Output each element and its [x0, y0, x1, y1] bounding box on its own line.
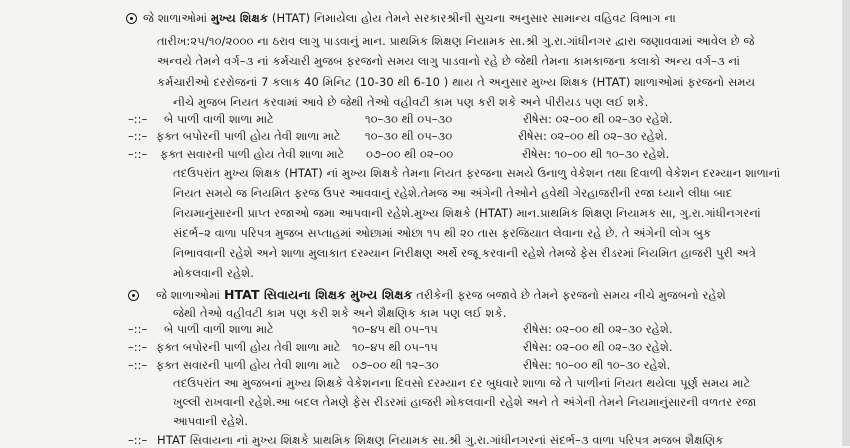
- row-recess: રીષેસ: ૧૦–૦૦ થી ૧૦–૩૦ રહેશે.: [523, 358, 671, 372]
- footer-text: HTAT સિવાયના નાં મુખ્ય શિક્ષકે પ્રાથમિક શિક્ષણ નિયામક સા.શ્રી ગુ.રા.ગાંધીનગરનાં સંદર્ભ–૩ વાળા પરિપત્ર મજબ શૈક્ષણિક: [157, 433, 724, 447]
- section1-line1-bold: મુખ્ય શિક્ષક: [210, 11, 269, 25]
- section1-para-line: નિયમાનુંસારની પ્રાપ્ત રજાઓ જમા આપવાની રહેશે.મુખ્ય શિક્ષકે (HTAT) માન.પ્રાથમિક શિક્ષણ નિયામક સા, ગુ.રા.ગાંધીનગરનાં: [173, 206, 761, 220]
- section1-line1-b: (HTAT) નિમાયેલા હોય તેમને સરકારશ્રીની સુચના અનુસાર સામાન્ય વહિવટ વિભાગ ના: [271, 11, 676, 25]
- row-label: બે પાળી વાળી શાળા માટે: [164, 322, 274, 336]
- section1-para-line: મોકલવાની રહેશે.: [173, 266, 254, 280]
- section2-line1-a: જે શાળાઓમાં: [156, 288, 221, 302]
- section1-line1: [143, 10, 676, 26]
- row-marker: –::–: [128, 147, 148, 161]
- section1-line4: કર્મચારીઓ દરરોજનાં 7 કલાક 40 મિનિટ (10-30 થી 6-10 ) થાય તે અનુસાર મુખ્ય શિક્ષક (HTAT) શાળાઓમાં ફરજનો સમય: [157, 75, 756, 89]
- section2-para-line: તદઉપરાંત આ મુજબનાં મુખ્ય શિક્ષકે વેકેશનના દિવસો દરમ્યાન દર બુધવારે શાળા જે તે પાળીનાં નિયત થયેલા પૂર્ણ સમય માટે: [173, 376, 751, 390]
- row-marker: –::–: [128, 322, 148, 336]
- row-time: ૧૦–૩૦ થી ૦૫–૩૦: [365, 112, 453, 126]
- row-marker: –::–: [128, 112, 148, 126]
- section2-line1-b: તરીકેની ફરજ બજાવે છે તેમને ફરજનો સમય નીચે મુજબનો રહેશે: [416, 288, 726, 302]
- row-time: ૦૭–૦૦ થી ૧૨–૩૦: [352, 358, 439, 372]
- section1-para-line: નિયત સમયે જ નિયમિત ફરજ ઉપર આવવાનું રહેશે.તેમજ આ અંગેની તેઓને હવેથી ગેરહાજરીની રજા ધ્યાને લીધા બાદ: [173, 186, 733, 200]
- row-time: ૧૦–૩૦ થી ૦૫–૩૦: [365, 129, 453, 143]
- section2-para-line: ખુલ્લી રાખવાની રહેશે.આ બદલ તેમણે ફેસ રીડરમાં હાજરી મોકલવાની રહેશે અને તે અંગેની તેમને નિયમાનુંસારની વળતર રજા: [173, 395, 757, 409]
- row-label: ફક્ત બપોરની પાળી હોય તેવી શાળા માટે: [156, 129, 341, 143]
- row-recess: રીષેસ: ૦૨–૦૦ થી ૦૨–૩૦ રહેશે.: [518, 129, 668, 143]
- bullet-icon: [128, 290, 139, 301]
- section1-para-line: તદઉપરાંત મુખ્ય શિક્ષક (HTAT) નાં મુખ્ય શિક્ષકે તેમના નિયત ફરજના સમયે ઉનાળુ વેકેશન તથા દિવાળી વેકેશન દરમ્યાન શાળાનાં: [173, 166, 781, 180]
- row-recess: રીષેસ: ૦૨–૦૦ થી ૦૨–૩૦ રહેશે.: [523, 340, 673, 354]
- row-label: બે પાળી વાળી શાળા માટે: [164, 112, 274, 126]
- bullet-icon: [126, 13, 137, 24]
- section1-line1-a: જે શાળાઓમાં: [143, 11, 208, 25]
- row-time: ૧૦–૪૫ થી ૦૫–૧૫: [352, 322, 438, 336]
- section2-line1-bold: HTAT સિવાયના શિક્ષક મુખ્ય શિક્ષક: [223, 287, 413, 302]
- row-recess: રીષેસ: ૦૨–૦૦ થી ૦૨–૩૦ રહેશે.: [523, 322, 673, 336]
- section2-line2: જેથી તેઓ વહીવટી કામ પણ કરી શકે અને શૈક્ષણિક કામ પણ લઈ શકે.: [173, 306, 507, 320]
- row-time: ૧૦–૪૫ થી ૦૫–૧૫: [352, 340, 438, 354]
- row-recess: રીષેસ: ૧૦–૦૦ થી ૧૦–૩૦ રહેશે.: [522, 147, 670, 161]
- row-marker: –::–: [128, 358, 148, 372]
- row-label: ફક્ત બપોરની પાળી હોય તેવી શાળા માટે: [156, 340, 341, 354]
- section2-para-line: આપવાની રહેશે.: [173, 414, 249, 428]
- footer-marker: –::–: [128, 433, 148, 447]
- row-recess: રીષેસ: ૦૨–૦૦ થી ૦૨–૩૦ રહેશે.: [523, 112, 673, 126]
- section2-line1: [156, 287, 726, 303]
- row-time: ૦૭–૦૦ થી ૦૨–૦૦: [366, 147, 454, 161]
- section1-para-line: સંદર્ભ–૨ વાળા પરિપત્ર મુજબ સપ્તાહમાં ઓછામાં ઓછા ૧૫ થી ૨૦ તાસ ફરજિયાત લેવાના રહે છે. તે અંગેની લોગ બુક: [173, 226, 712, 240]
- section1-line5: નીચે મુજબ નિયત કરવામાં આવે છે જેથી તેઓ વહીવટી કામ પણ કરી શકે અને પીરીયડ પણ લઈ શકે.: [173, 95, 649, 109]
- section1-line2: તારીખ:૨૫/૧૦/૨૦૦૦ ના ઠરાવ લાગુ પાડવાનું માન. પ્રાથમિક શિક્ષણ નિયામક સા.શ્રી ગુ.રા.ગાંધીનગર દ્વારા જણાવવામાં આવેલ છે જે: [157, 34, 755, 48]
- section1-line3: અન્વયે તેમને વર્ગ–૩ નાં કર્મચારી મુજબ ફરજનો સમય લાગુ પાડવાનો રહે છે જેથી તેમના કામકાજના કલાકો અન્ય વર્ગ–૩ નાં: [157, 54, 740, 68]
- row-marker: –::–: [128, 129, 148, 143]
- row-label: ફક્ત સવારની પાળી હોય તેવી શાળા માટે: [160, 147, 345, 161]
- row-label: ફક્ત સવારની પાળી હોય તેવી શાળા માટે: [156, 358, 341, 372]
- section1-para-line: નિભાવવાની રહેશે અને શાળા મુલાકાત દરમ્યાન નિરીક્ષણ અર્થે રજૂ કરવાની રહેશે તેમજે ફેસ રીડરમાં નિયમિત હાજરી પુરી અત્રે: [173, 246, 757, 260]
- page-edge: [842, 0, 850, 446]
- row-marker: –::–: [128, 340, 148, 354]
